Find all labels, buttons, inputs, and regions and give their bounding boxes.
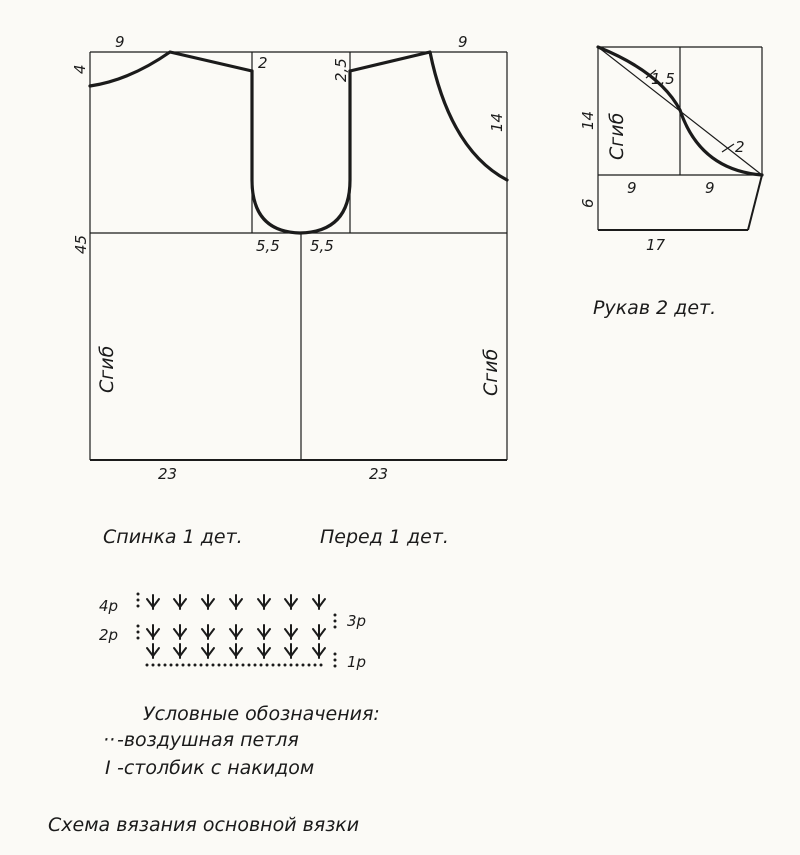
label-top-right-width: 9: [458, 33, 468, 51]
chain-dot: [188, 664, 191, 667]
stitch-symbols: [137, 593, 337, 668]
stitch-chart: [99, 593, 366, 672]
legend-chain-stitch: -воздушная петля: [117, 729, 299, 751]
turning-chain-dot: [137, 605, 140, 608]
chain-stitch-symbol: ··: [103, 729, 116, 751]
label-sleeve-fold: Сгиб: [606, 112, 628, 160]
chain-dot: [254, 664, 257, 667]
label-sleeve-curve-a: 1,5: [651, 70, 675, 88]
back-shoulder-curve: [90, 52, 252, 86]
row-label-3: 3р: [347, 612, 367, 630]
label-armhole-depth: 45: [72, 234, 90, 254]
turning-chain-dot: [334, 614, 337, 617]
chain-dot: [272, 664, 275, 667]
chain-dot: [278, 664, 281, 667]
chain-dot: [296, 664, 299, 667]
turning-chain-dot: [137, 625, 140, 628]
row-label-1: 1р: [347, 653, 367, 671]
chain-dot: [266, 664, 269, 667]
label-sleeve-curve-b: 2: [735, 138, 745, 156]
label-neck-left-half: 5,5: [256, 237, 280, 255]
chain-dot: [302, 664, 305, 667]
sleeve-cuff-side: [748, 175, 762, 230]
chain-dot: [152, 664, 155, 667]
chain-dot: [194, 664, 197, 667]
turning-chain-dot: [137, 637, 140, 640]
label-back-neck-depth: 2: [258, 54, 268, 72]
label-right-fold: Сгиб: [480, 348, 502, 396]
chain-dot: [320, 664, 323, 667]
body-pattern: [71, 33, 507, 483]
neck-opening-curve: [252, 71, 350, 233]
turning-chain-dot: [334, 659, 337, 662]
label-bottom-left-width: 23: [158, 465, 178, 483]
chain-dot: [236, 664, 239, 667]
chain-dot: [158, 664, 161, 667]
label-sleeve-cuff-width: 17: [646, 236, 666, 254]
legend-double-crochet: -столбик с накидом: [117, 757, 315, 779]
label-bottom-right-width: 23: [369, 465, 389, 483]
chain-dot: [200, 664, 203, 667]
turning-chain-dot: [137, 631, 140, 634]
chain-dot: [176, 664, 179, 667]
label-top-left-width: 9: [115, 33, 125, 51]
front-caption: Перед 1 дет.: [320, 526, 449, 548]
chain-dot: [146, 664, 149, 667]
chain-dot: [248, 664, 251, 667]
front-shoulder-curve: [350, 52, 507, 180]
chain-dot: [290, 664, 293, 667]
legend: [103, 703, 380, 779]
chain-dot: [242, 664, 245, 667]
double-crochet-symbol: I: [105, 757, 111, 779]
row-label-2: 2р: [99, 626, 119, 644]
chain-dot: [212, 664, 215, 667]
chain-dot: [224, 664, 227, 667]
label-back-shoulder-drop: 4: [71, 64, 89, 74]
label-sleeve-half-right: 9: [705, 179, 715, 197]
back-caption: Спинка 1 дет.: [103, 526, 243, 548]
chain-dot: [308, 664, 311, 667]
turning-chain-dot: [334, 653, 337, 656]
chain-dot: [314, 664, 317, 667]
label-neck-right-half: 5,5: [310, 237, 334, 255]
chain-dot: [206, 664, 209, 667]
legend-title: Условные обозначения:: [143, 703, 380, 725]
sleeve-pattern: [579, 47, 762, 319]
chain-dot: [170, 664, 173, 667]
label-sleeve-cuff-height: 6: [579, 198, 597, 208]
label-front-armhole-height: 14: [488, 112, 506, 132]
turning-chain-dot: [137, 599, 140, 602]
label-sleeve-height: 14: [579, 110, 597, 130]
label-sleeve-half-left: 9: [627, 179, 637, 197]
row-label-4: 4р: [99, 597, 119, 615]
label-front-neck-depth: 2,5: [332, 58, 350, 82]
chain-dot: [218, 664, 221, 667]
turning-chain-dot: [334, 665, 337, 668]
chain-dot: [182, 664, 185, 667]
chain-dot: [164, 664, 167, 667]
sleeve-caption: Рукав 2 дет.: [593, 297, 717, 319]
label-left-fold: Сгиб: [96, 345, 118, 393]
knitting-scheme-caption: Схема вязания основной вязки: [48, 814, 360, 836]
chain-dot: [284, 664, 287, 667]
turning-chain-dot: [334, 620, 337, 623]
chain-dot: [230, 664, 233, 667]
turning-chain-dot: [137, 593, 140, 596]
turning-chain-dot: [334, 626, 337, 629]
chain-dot: [260, 664, 263, 667]
